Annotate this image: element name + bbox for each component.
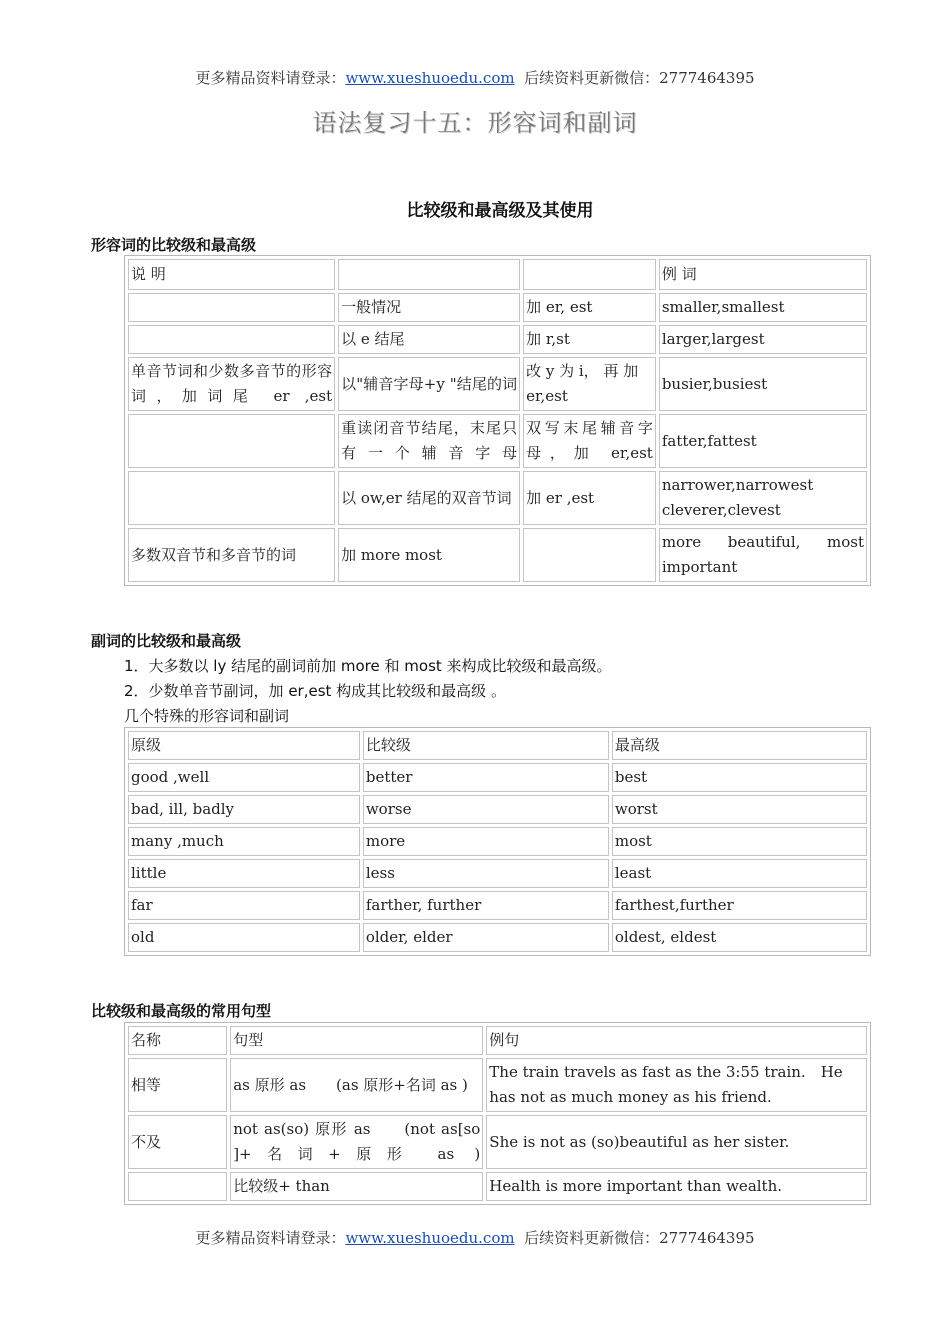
table-header-row xyxy=(128,259,867,290)
rule-line-1: 1．大多数以 ly 结尾的副词前加 more 和 most 来构成比较级和最高级。 xyxy=(124,657,612,675)
table-cell: narrower,narrowest cleverer,clevest xyxy=(659,471,867,525)
page-header xyxy=(0,67,950,88)
header-suffix: 后续资料更新微信：2777464395 xyxy=(524,69,755,87)
table-cell: 改 y 为 i， 再 加 er,est xyxy=(523,357,656,411)
table-cell: more beautiful, most important xyxy=(659,528,867,582)
table-row xyxy=(128,357,867,411)
special-words-title: 几个特殊的形容词和副词 xyxy=(124,707,290,725)
table-cell: not as(so) 原形 as (not as[so ]+名词+原形 as ) xyxy=(230,1115,483,1169)
table-row xyxy=(128,923,867,952)
table-cell: Health is more important than wealth. xyxy=(486,1172,867,1201)
table-cell: 多数双音节和多音节的词 xyxy=(128,528,335,582)
table-cell: 不及 xyxy=(128,1115,227,1169)
header-cell: 句型 xyxy=(230,1026,483,1055)
header-cell: 例 词 xyxy=(659,259,867,290)
table-cell: good ,well xyxy=(128,763,360,792)
table-cell: older, elder xyxy=(363,923,609,952)
table-row xyxy=(128,859,867,888)
header-prefix: 更多精品资料请登录： xyxy=(195,69,346,87)
table-cell: smaller,smallest xyxy=(659,293,867,322)
table-cell xyxy=(128,471,335,525)
table-row xyxy=(128,471,867,525)
table-header-row xyxy=(128,1026,867,1055)
table-cell: 以"辅音字母+y "结尾的词 xyxy=(338,357,520,411)
table-cell: 加 er, est xyxy=(523,293,656,322)
table-row xyxy=(128,325,867,354)
table-cell: less xyxy=(363,859,609,888)
table-cell: busier,busiest xyxy=(659,357,867,411)
table-cell xyxy=(128,293,335,322)
header-cell: 比较级 xyxy=(363,731,609,760)
table-cell: 加 er ,est xyxy=(523,471,656,525)
table-row xyxy=(128,1115,867,1169)
footer-website-link[interactable]: www.xueshuoedu.com xyxy=(345,1229,515,1247)
page-footer xyxy=(0,1227,950,1248)
table-cell: old xyxy=(128,923,360,952)
header-cell: 原级 xyxy=(128,731,360,760)
header-cell xyxy=(338,259,520,290)
table-cell: 加 more most xyxy=(338,528,520,582)
table-row xyxy=(128,293,867,322)
table-cell: worst xyxy=(612,795,867,824)
header-cell: 例句 xyxy=(486,1026,867,1055)
table-row xyxy=(128,528,867,582)
website-link[interactable]: www.xueshuoedu.com xyxy=(345,69,515,87)
table-cell: better xyxy=(363,763,609,792)
table-cell: bad, ill, badly xyxy=(128,795,360,824)
table-cell: She is not as (so)beautiful as her sister. xyxy=(486,1115,867,1169)
table-cell xyxy=(128,325,335,354)
footer-prefix: 更多精品资料请登录： xyxy=(195,1229,346,1247)
rule-line-2: 2．少数单音节副词，加 er,est 构成其比较级和最高级 。 xyxy=(124,682,506,700)
section2-title: 副词的比较级和最高级 xyxy=(91,632,242,650)
table-cell: fatter,fattest xyxy=(659,414,867,468)
table-row xyxy=(128,763,867,792)
header-cell: 名称 xyxy=(128,1026,227,1055)
table-row xyxy=(128,1058,867,1112)
table-row xyxy=(128,414,867,468)
table-row xyxy=(128,795,867,824)
table-cell: as 原形 as (as 原形+名词 as ) xyxy=(230,1058,483,1112)
table-cell: more xyxy=(363,827,609,856)
header-cell xyxy=(523,259,656,290)
main-heading: 比较级和最高级及其使用 xyxy=(406,201,594,221)
section3-title: 比较级和最高级的常用句型 xyxy=(91,1002,272,1020)
section1-title: 形容词的比较级和最高级 xyxy=(91,236,257,254)
table-cell: little xyxy=(128,859,360,888)
table-row xyxy=(128,1172,867,1201)
table-cell: most xyxy=(612,827,867,856)
sentence-pattern-table xyxy=(124,1022,871,1205)
header-cell: 最高级 xyxy=(612,731,867,760)
table-cell: 双写末尾辅音字母，加 er,est xyxy=(523,414,656,468)
table-cell: worse xyxy=(363,795,609,824)
table-cell: 比较级+ than xyxy=(230,1172,483,1201)
table-cell xyxy=(128,414,335,468)
table-cell xyxy=(523,528,656,582)
table-cell: many ,much xyxy=(128,827,360,856)
page-title: 语法复习十五：形容词和副词 xyxy=(312,109,638,137)
header-cell: 说 明 xyxy=(128,259,335,290)
table-cell xyxy=(128,1172,227,1201)
table-cell: farther, further xyxy=(363,891,609,920)
table-header-row xyxy=(128,731,867,760)
table-cell: 相等 xyxy=(128,1058,227,1112)
table-cell: farthest,further xyxy=(612,891,867,920)
table-cell: larger,largest xyxy=(659,325,867,354)
table-cell: 加 r,st xyxy=(523,325,656,354)
table-cell: 以 ow,er 结尾的双音节词 xyxy=(338,471,520,525)
irregular-table xyxy=(124,727,871,956)
table-cell: 一般情况 xyxy=(338,293,520,322)
table-cell: far xyxy=(128,891,360,920)
table-cell: 单音节词和少数多音节的形容词，加词尾 er ,est xyxy=(128,357,335,411)
table-cell: best xyxy=(612,763,867,792)
table-cell: 以 e 结尾 xyxy=(338,325,520,354)
table-cell: The train travels as fast as the 3:55 train. He has not as much money as his friend. xyxy=(486,1058,867,1112)
adjective-table xyxy=(124,255,871,586)
table-cell: oldest, eldest xyxy=(612,923,867,952)
table-cell: least xyxy=(612,859,867,888)
table-row xyxy=(128,827,867,856)
table-row xyxy=(128,891,867,920)
table-cell: 重读闭音节结尾，末尾只有一个辅音字母 xyxy=(338,414,520,468)
footer-suffix: 后续资料更新微信：2777464395 xyxy=(524,1229,755,1247)
